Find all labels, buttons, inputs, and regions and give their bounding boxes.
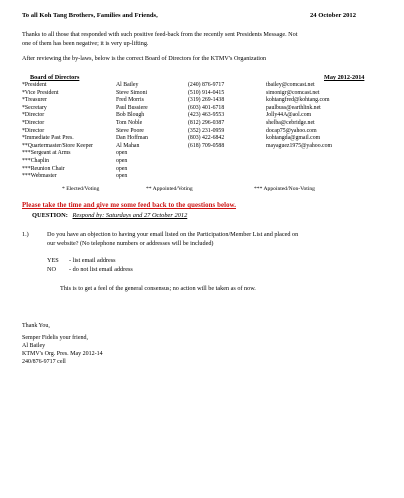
board-row	[22, 120, 386, 128]
board-email	[266, 166, 386, 174]
board-email[interactable]: kohtangda@gmail.com	[266, 135, 321, 142]
signoff-phone: 240/876-9717 cell	[22, 359, 66, 365]
board-role: *Director	[22, 119, 45, 126]
board-role: *Treasurer	[22, 97, 47, 104]
board-table	[22, 82, 386, 181]
board-role: ***Sergeant at Arms	[22, 150, 71, 157]
board-name: open	[116, 173, 128, 180]
board-name: Paul Bussiere	[116, 104, 148, 111]
board-row	[22, 173, 386, 181]
board-role: *Vice President	[22, 89, 59, 96]
board-name: Steve Simoni	[116, 89, 148, 96]
board-role: *Immediate Past Pres.	[22, 135, 74, 142]
board-email[interactable]: paulbuss@earthlink.net	[266, 104, 321, 111]
board-phone: (603) 401-6718	[188, 104, 225, 111]
board-phone: (240) 876-9717	[188, 82, 225, 88]
board-phone	[188, 166, 266, 174]
intro-line-3: After reviewing the by-laws, below is the correct Board of Directors for the KTMV's Organization	[22, 55, 267, 62]
board-email	[266, 150, 386, 158]
signoff-name: Al Bailey	[22, 343, 46, 349]
board-email[interactable]: mayaguez1975@yahoo.com	[266, 142, 333, 149]
signoff-thanks: Thank You,	[22, 323, 50, 329]
board-name: Tom Noble	[116, 119, 143, 126]
question-number: 1.)	[22, 231, 29, 238]
board-phone: (510) 914-0415	[188, 89, 225, 96]
board-phone: (812) 296-0387	[188, 119, 225, 126]
no-option-text: - do not list email address	[69, 266, 133, 273]
board-name: Fred Morris	[116, 97, 144, 104]
board-name: open	[116, 165, 128, 172]
board-row	[22, 82, 386, 90]
no-label: NO	[47, 266, 56, 273]
board-row	[22, 150, 386, 158]
board-name: open	[116, 157, 128, 164]
board-role: ***Webmaster	[22, 173, 57, 180]
board-name: open	[116, 150, 128, 157]
board-name: Al Mahan	[116, 142, 140, 149]
board-email[interactable]: Jolly44A@aol.com	[266, 112, 312, 119]
legend-appointed: ** Appointed/Voting	[146, 186, 193, 192]
board-phone: (618) 709-0588	[188, 142, 225, 149]
letter-date: 24 October 2012	[310, 12, 357, 19]
feedback-request: Please take the time and give me some feed back to the questions below.	[22, 202, 237, 209]
board-name: Steve Poore	[116, 127, 144, 134]
board-row	[22, 135, 386, 143]
board-title: Board of Directors	[30, 74, 80, 81]
board-row	[22, 158, 386, 166]
legend-elected: * Elected/Voting	[62, 186, 100, 192]
board-row	[22, 97, 386, 105]
board-phone: (803) 422-6842	[188, 135, 225, 142]
signoff-semper: Semper Fidelis your friend,	[22, 335, 88, 341]
board-name: Bob Blough	[116, 112, 145, 119]
respond-by: Respond by: Saturdays and 27 October 2012	[72, 212, 188, 219]
board-role: ***Reunion Chair	[22, 165, 65, 172]
board-email[interactable]: docap75@yahoo.com	[266, 127, 317, 134]
board-phone: (423) 463-9553	[188, 112, 225, 119]
board-phone: (319) 269-1438	[188, 97, 225, 104]
board-row	[22, 143, 386, 151]
board-role: **Quartermaster/Store Keeper	[22, 142, 93, 149]
consensus-note: This is to get a feel of the general consensus; no action will be taken as of now.	[60, 285, 256, 292]
board-role: *Secretary	[22, 104, 47, 111]
board-email	[266, 158, 386, 166]
yes-label: YES	[47, 257, 59, 264]
question-line-2: our website? (No telephone numbers or addresses will be included)	[47, 240, 214, 247]
board-role: *Director	[22, 112, 45, 119]
board-role: ***Chaplin	[22, 157, 50, 164]
board-phone: (352) 231-0959	[188, 127, 225, 134]
board-role: *Director	[22, 127, 45, 134]
board-email[interactable]: tbailey@comcast.net	[266, 82, 315, 88]
legend-nonvoting: *** Appointed/Non-Voting	[254, 186, 315, 192]
board-phone	[188, 150, 266, 158]
question-label: QUESTION:	[32, 212, 68, 219]
question-line-1: Do you have an objection to having your email listed on the Participation/Member List and placed on	[47, 231, 299, 238]
board-row	[22, 112, 386, 120]
greeting: To all Koh Tang Brothers, Families and Friends,	[22, 12, 158, 19]
intro-line-2: one of them has been negative; it is very up-lifting.	[22, 40, 149, 47]
board-name: Dan Hoffman	[116, 135, 148, 142]
board-email[interactable]: shelba@cebridge.net	[266, 119, 315, 126]
board-term: May 2012-2014	[324, 74, 365, 81]
board-row	[22, 166, 386, 174]
board-role: *President	[22, 82, 47, 88]
board-email[interactable]: kohtangfred@kohtang.com	[266, 97, 330, 104]
board-email	[266, 173, 386, 181]
board-name: Al Bailey	[116, 82, 139, 88]
signoff-title: KTMV's Org. Pres. May 2012-14	[22, 351, 103, 357]
yes-option-text: - list email address	[69, 257, 116, 264]
intro-line-1: Thanks to all those that responded with such positive feed-back from the recently sent Presidents Message. Not	[22, 31, 298, 38]
board-phone	[188, 158, 266, 166]
board-email[interactable]: simonigr@comcast.net	[266, 89, 320, 96]
board-phone	[188, 173, 266, 181]
